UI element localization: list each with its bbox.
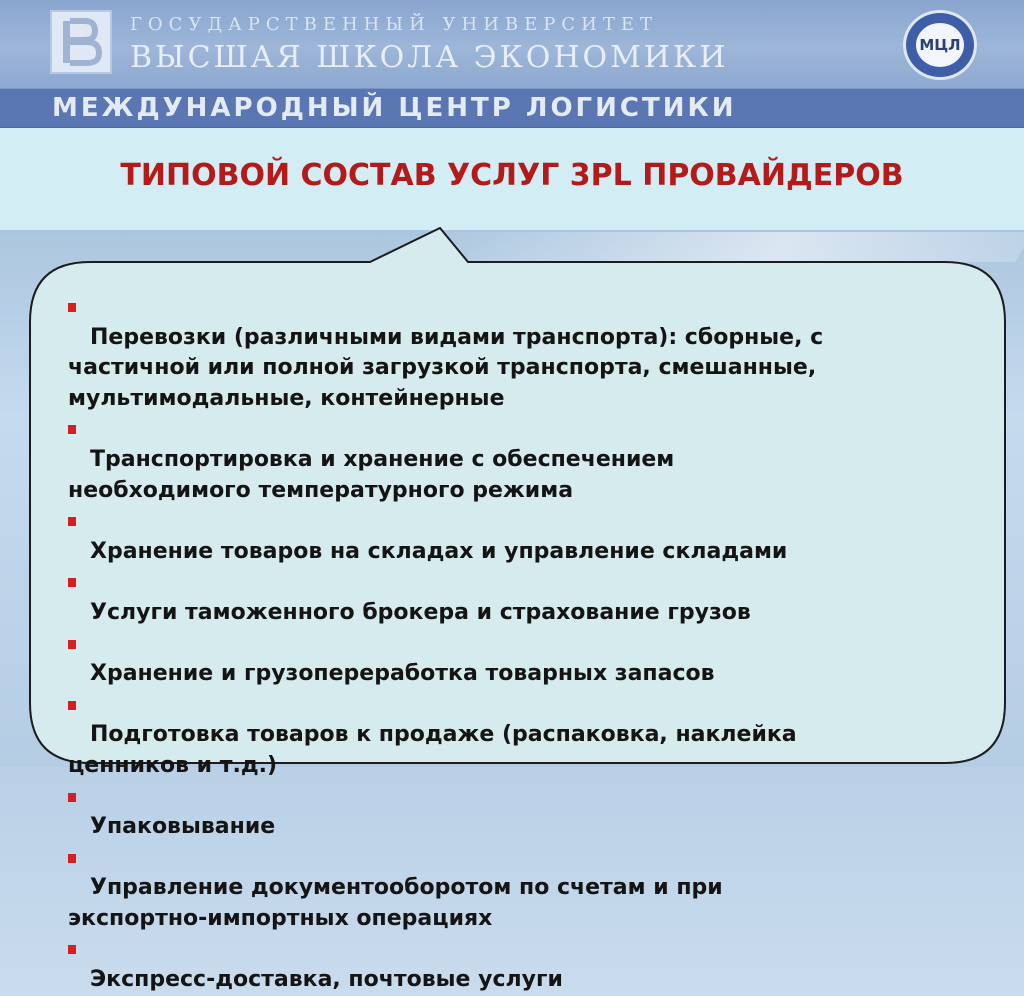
square-bullet-icon <box>68 854 76 863</box>
list-item <box>68 782 988 843</box>
square-bullet-icon <box>68 303 76 312</box>
list-item-text: Транспортировка и хранение с обеспечением необходимого температурного режима <box>68 446 675 503</box>
square-bullet-icon <box>68 425 76 434</box>
square-bullet-icon <box>68 578 76 587</box>
list-item <box>68 934 988 995</box>
center-title: МЕЖДУНАРОДНЫЙ ЦЕНТР ЛОГИСТИКИ <box>52 93 737 123</box>
square-bullet-icon <box>68 640 76 649</box>
services-list <box>68 292 988 996</box>
list-item-text: Хранение и грузопереработка товарных запасов <box>90 661 715 687</box>
list-item <box>68 629 988 690</box>
list-item-text: Услуги таможенного брокера и страхование грузов <box>90 599 751 625</box>
slide-title: ТИПОВОЙ СОСТАВ УСЛУГ 3PL ПРОВАЙДЕРОВ <box>120 158 904 193</box>
university-name: ВЫСШАЯ ШКОЛА ЭКОНОМИКИ <box>130 40 729 75</box>
list-item-text: Упаковывание <box>90 814 276 840</box>
list-item <box>68 292 988 414</box>
list-item-text: Управление документооборотом по счетам и при экспортно-импортных операциях <box>68 875 723 931</box>
seal-label: МЦЛ <box>916 23 964 67</box>
list-item-text: Перевозки (различными видами транспорта): сборные, с частичной или полной загрузкой транспорта, смешанные, мультимодальные, контейнерные <box>68 324 824 411</box>
square-bullet-icon <box>68 701 76 710</box>
list-item <box>68 690 988 782</box>
list-item-text: Экспресс-доставка, почтовые услуги <box>90 967 563 993</box>
list-item <box>68 567 988 628</box>
university-subtitle: ГОСУДАРСТВЕННЫЙ УНИВЕРСИТЕТ <box>130 14 659 35</box>
list-item <box>68 843 988 935</box>
list-item <box>68 414 988 506</box>
square-bullet-icon <box>68 793 76 802</box>
square-bullet-icon <box>68 517 76 526</box>
square-bullet-icon <box>68 945 76 954</box>
list-item-text: Хранение товаров на складах и управление складами <box>90 538 788 564</box>
list-item-text: Подготовка товаров к продаже (распаковка, наклейка ценников и т.д.) <box>68 722 797 778</box>
list-item <box>68 506 988 567</box>
